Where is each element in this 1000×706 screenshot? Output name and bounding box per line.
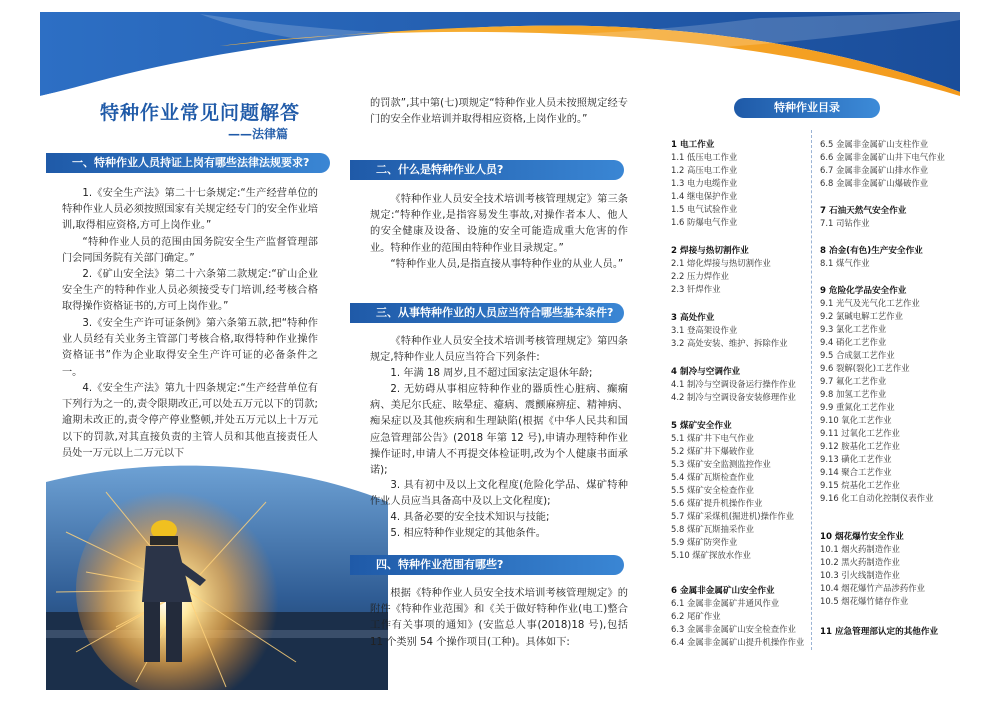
toc-item: 9.3 氯化工艺作业: [820, 324, 887, 334]
toc-item: 1.6 防爆电气作业: [671, 217, 738, 227]
toc-item: 5.4 煤矿瓦斯检查作业: [671, 472, 754, 482]
toc-item: 5.8 煤矿瓦斯抽采作业: [671, 524, 754, 534]
toc-category: 10 烟花爆竹安全作业: [820, 532, 904, 542]
toc-item: 9.9 重氮化工艺作业: [820, 402, 895, 412]
toc-item: 9.1 光气及光气化工艺作业: [820, 298, 920, 308]
toc-item: 6.1 金属非金属矿井通风作业: [671, 598, 780, 608]
toc-item: 5.1 煤矿井下电气作业: [671, 433, 754, 443]
toc-item: 9.13 磺化工艺作业: [820, 454, 892, 464]
toc-item: 3.1 登高架设作业: [671, 325, 738, 335]
toc-category: 5 煤矿安全作业: [671, 421, 732, 431]
toc-item: 5.5 煤矿安全检查作业: [671, 485, 754, 495]
toc-title: 特种作业目录: [734, 98, 880, 118]
paragraph-continuation: 的罚款”,其中第(七)项规定“特种作业人员未按照规定经专门的安全作业培训并取得相应资格,上岗作业的。”: [370, 98, 628, 126]
list-item: 5. 相应特种作业规定的其他条件。: [390, 528, 546, 539]
paragraph: 《特种作业人员安全技术培训考核管理规定》第四条规定,特种作业人员应当符合下列条件:: [370, 336, 628, 364]
toc-item: 4.2 制冷与空调设备安装修理作业: [671, 392, 796, 402]
toc-item: 9.14 聚合工艺作业: [820, 467, 892, 477]
toc-item: 9.2 氯碱电解工艺作业: [820, 311, 903, 321]
page-title: 特种作业常见问题解答: [100, 102, 301, 124]
toc-item: 6.5 金属非金属矿山支柱作业: [820, 139, 929, 149]
toc-item: 1.2 高压电工作业: [671, 165, 738, 175]
toc-category: 11 应急管理部认定的其他作业: [820, 627, 939, 637]
list-item: 4. 具备必要的安全技术知识与技能;: [390, 512, 550, 523]
list-item: 1. 年满 18 周岁,且不超过国家法定退休年龄;: [390, 368, 593, 379]
paragraph: 2.《矿山安全法》第二十六条第二款规定:“矿山企业安全生产的特种作业人员必须接受专门培训,经考核合格取得操作资格证书的,方可上岗作业。”: [62, 269, 318, 313]
paragraph: “特种作业人员的范围由国务院安全生产监督管理部门会同国务院有关部门确定。”: [62, 237, 318, 265]
toc-item: 6.8 金属非金属矿山爆破作业: [820, 178, 929, 188]
paragraph: 3.《安全生产许可证条例》第六条第五款,把“特种作业人员经有关业务主管部门考核合格,取得特种作业操作资格证书”作为企业取得安全生产许可证的必备条件之一。: [62, 318, 318, 378]
toc-item: 10.2 黑火药制造作业: [820, 557, 900, 567]
paragraph: 1.《安全生产法》第二十七条规定:“生产经营单位的特种作业人员必须按照国家有关规定经专门的安全作业培训,取得相应资格,方可上岗作业。”: [62, 188, 318, 232]
toc-category: 7 石油天然气安全作业: [820, 206, 907, 216]
toc-item: 5.10 煤矿探放水作业: [671, 550, 751, 560]
toc-item: 6.2 尾矿作业: [671, 611, 721, 621]
section-header-q4: 四、特种作业范围有哪些?: [350, 555, 624, 575]
toc-item: 2.3 钎焊作业: [671, 284, 721, 294]
toc-item: 9.5 合成氨工艺作业: [820, 350, 895, 360]
toc-item: 10.5 烟花爆竹储存作业: [820, 596, 909, 606]
toc-item: 3.2 高处安装、维护、拆除作业: [671, 338, 788, 348]
section-header-q1: 一、特种作业人员持证上岗有哪些法律法规要求?: [46, 153, 330, 173]
toc-item: 7.1 司钻作业: [820, 218, 870, 228]
toc-item: 1.5 电气试验作业: [671, 204, 738, 214]
toc-category: 1 电工作业: [671, 140, 715, 150]
toc-item: 9.11 过氧化工艺作业: [820, 428, 900, 438]
toc-item: 5.9 煤矿防突作业: [671, 537, 738, 547]
toc-item: 9.4 硝化工艺作业: [820, 337, 887, 347]
toc-category: 4 制冷与空调作业: [671, 367, 741, 377]
toc-divider: [811, 130, 812, 650]
toc-item: 10.3 引火线制造作业: [820, 570, 900, 580]
toc-item: 5.7 煤矿采煤机(掘进机)操作作业: [671, 511, 795, 521]
toc-item: 10.1 烟火药制造作业: [820, 544, 900, 554]
section-header-q3: 三、从事特种作业的人员应当符合哪些基本条件?: [350, 303, 624, 323]
toc-item: 9.12 胺基化工艺作业: [820, 441, 900, 451]
toc-item: 9.7 氟化工艺作业: [820, 376, 887, 386]
welder-sparks-photo: [46, 462, 388, 690]
toc-item: 8.1 煤气作业: [820, 258, 870, 268]
toc-item: 9.16 化工自动化控制仪表作业: [820, 493, 934, 503]
paragraph: “特种作业人员,是指直接从事特种作业的从业人员。”: [390, 259, 624, 270]
paragraph: 根据《特种作业人员安全技术培训考核管理规定》的附件《特种作业范围》和《关于做好特种作业(电工)整合工作有关事项的通知》(安监总人事(2018)18 号),包括 11 个类别 54 个操作项目(工种)。具体如下:: [370, 588, 628, 648]
toc-category: 3 高处作业: [671, 313, 715, 323]
toc-item: 6.3 金属非金属矿山安全检查作业: [671, 624, 796, 634]
toc-category: 6 金属非金属矿山安全作业: [671, 586, 775, 596]
paragraph: 《特种作业人员安全技术培训考核管理规定》第三条规定:“特种作业,是指容易发生事故,对操作者本人、他人的安全健康及设备、设施的安全可能造成重大危害的作业。特种作业的范围由特种作业目录规定。”: [370, 194, 628, 254]
paragraph: 4.《安全生产法》第九十四条规定:“生产经营单位有下列行为之一的,责令限期改正,可以处五万元以下的罚款;逾期未改正的,责令停产停业整顿,并处五万元以上十万元以下的罚款,对其直接负责的主管人员和其他直接责任人员处一万元以上二万元以下: [62, 383, 318, 459]
toc-item: 1.3 电力电缆作业: [671, 178, 738, 188]
toc-category: 2 焊接与热切割作业: [671, 246, 749, 256]
toc-item: 5.3 煤矿安全监测监控作业: [671, 459, 771, 469]
toc-item: 9.10 氧化工艺作业: [820, 415, 892, 425]
toc-category: 9 危险化学品安全作业: [820, 286, 907, 296]
toc-item: 4.1 制冷与空调设备运行操作作业: [671, 379, 796, 389]
section-header-q2: 二、什么是特种作业人员?: [350, 160, 624, 180]
toc-item: 1.4 继电保护作业: [671, 191, 738, 201]
page-subtitle: ——法律篇: [228, 127, 289, 141]
toc-category: 8 冶金(有色)生产安全作业: [820, 246, 923, 256]
toc-item: 9.6 裂解(裂化)工艺作业: [820, 363, 910, 373]
list-item: 2. 无妨碍从事相应特种作业的器质性心脏病、癫痫病、美尼尔氏症、眩晕症、癔病、震颤麻痹症、精神病、痴呆症以及其他疾病和生理缺陷(根据《中华人民共和国应急管理部公告》(2018 年第 12 号),申请办理特种作业操作证时,申请人不再提交体检证明,改为个人健康书面承诺);: [370, 384, 628, 477]
toc-item: 2.2 压力焊作业: [671, 271, 729, 281]
toc-item: 1.1 低压电工作业: [671, 152, 738, 162]
toc-item: 6.7 金属非金属矿山排水作业: [820, 165, 929, 175]
toc-item: 5.2 煤矿井下爆破作业: [671, 446, 754, 456]
toc-item: 10.4 烟花爆竹产品涉药作业: [820, 583, 926, 593]
toc-item: 6.4 金属非金属矿山提升机操作作业: [671, 637, 805, 647]
toc-item: 6.6 金属非金属矿山井下电气作业: [820, 152, 945, 162]
toc-item: 9.8 加氢工艺作业: [820, 389, 887, 399]
list-item: 3. 具有初中及以上文化程度(危险化学品、煤矿特种作业人员应当具备高中及以上文化程度);: [370, 480, 628, 508]
toc-item: 5.6 煤矿提升机操作作业: [671, 498, 763, 508]
toc-item: 2.1 熔化焊接与热切割作业: [671, 258, 771, 268]
toc-item: 9.15 烷基化工艺作业: [820, 480, 900, 490]
